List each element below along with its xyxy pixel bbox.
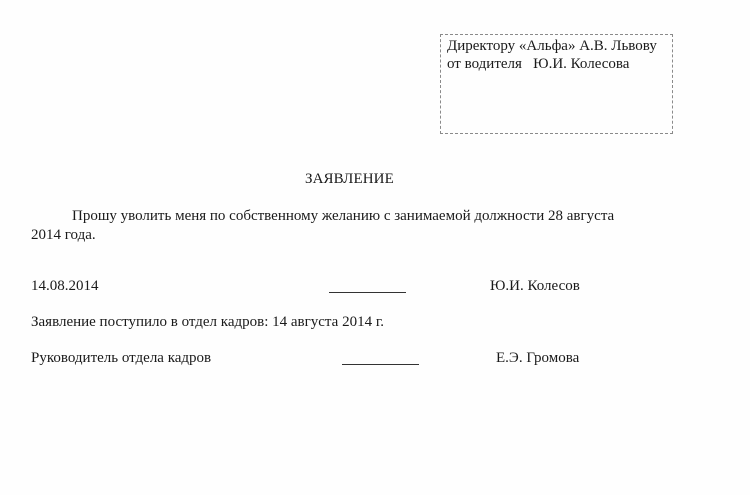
applicant-name: Ю.И. Колесов bbox=[490, 278, 580, 294]
application-date: 14.08.2014 bbox=[31, 278, 99, 294]
document-title: ЗАЯВЛЕНИЕ bbox=[305, 171, 394, 187]
receipt-note: Заявление поступило в отдел кадров: 14 августа 2014 г. bbox=[31, 314, 385, 330]
document-body bbox=[31, 207, 651, 245]
hr-head-role: Руководитель отдела кадров bbox=[31, 350, 212, 366]
sender-line: от водителя Ю.И. Колесова bbox=[447, 56, 630, 72]
body-line-2: 2014 года. bbox=[31, 227, 96, 243]
body-line-1: Прошу уволить меня по собственному желанию с занимаемой должности 28 августа bbox=[72, 208, 615, 224]
applicant-signature-line bbox=[329, 292, 406, 293]
hr-signature-line bbox=[342, 364, 419, 365]
hr-head-name: Е.Э. Громова bbox=[496, 350, 580, 366]
addressee-box bbox=[440, 34, 673, 134]
addressee-line: Директору «Альфа» А.В. Львову bbox=[447, 38, 657, 54]
